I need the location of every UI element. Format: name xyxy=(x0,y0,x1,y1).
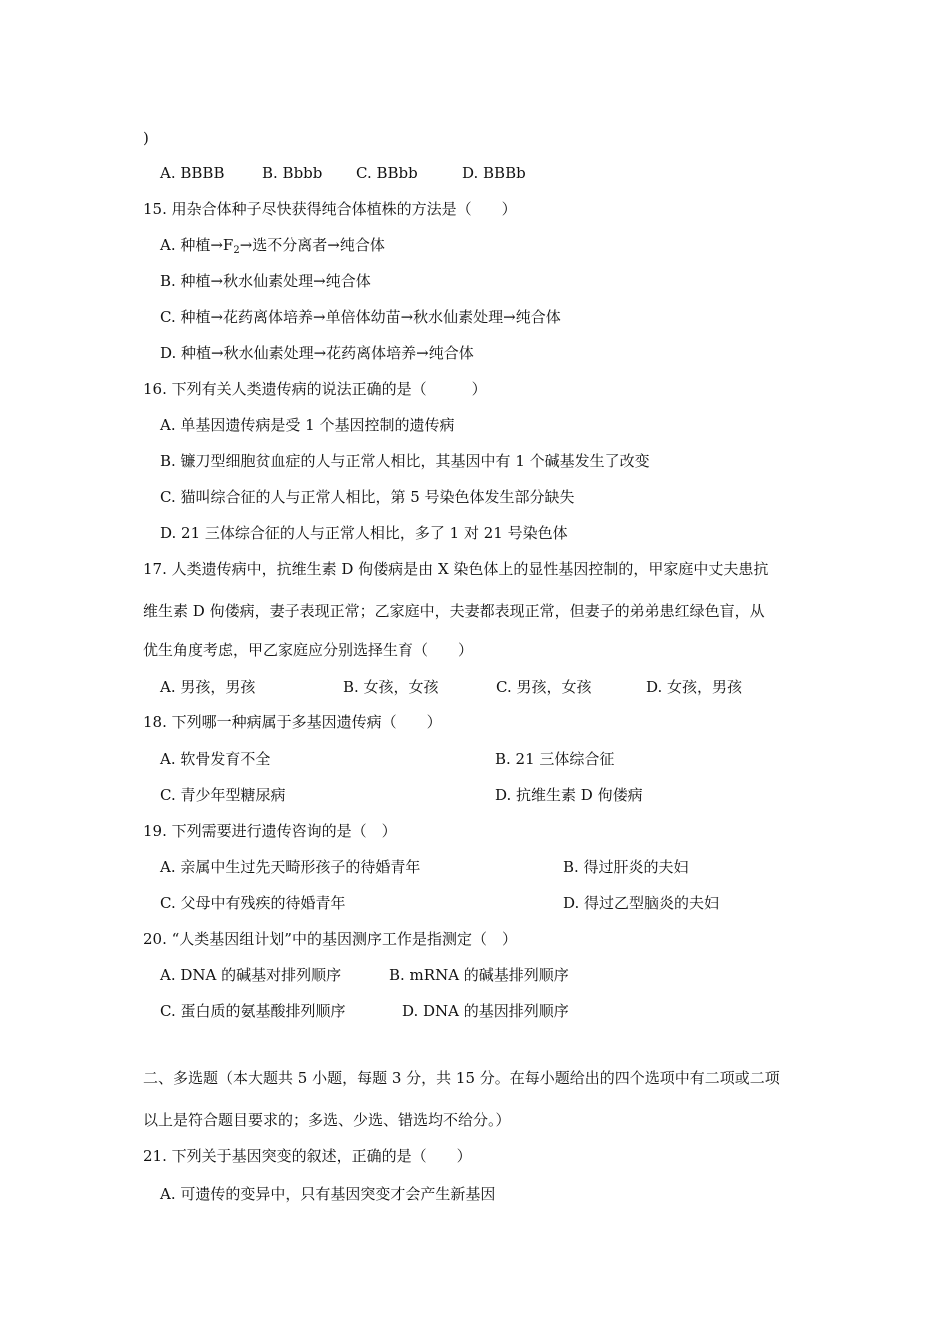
q17-stem-line3: 优生角度考虑，甲乙家庭应分别选择生育（ ） xyxy=(143,641,474,659)
q14-option-c: C. BBbb xyxy=(356,164,418,182)
q15-stem: 15. 用杂合体种子尽快获得纯合体植株的方法是（ ） xyxy=(143,200,517,218)
q18-option-d: D. 抗维生素 D 佝偻病 xyxy=(495,786,643,804)
q15-option-a-subscript: 2 xyxy=(233,245,240,256)
section2-heading-line1: 二、多选题（本大题共 5 小题，每题 3 分，共 15 分。在每小题给出的四个选项中有二项或二项 xyxy=(143,1069,780,1087)
q19-option-d: D. 得过乙型脑炎的夫妇 xyxy=(563,894,720,912)
q20-option-c: C. 蛋白质的氨基酸排列顺序 xyxy=(160,1002,346,1020)
q14-option-b: B. Bbbb xyxy=(262,164,323,182)
q19-option-c: C. 父母中有残疾的待婚青年 xyxy=(160,894,346,912)
q17-option-d: D. 女孩，男孩 xyxy=(646,678,743,696)
q17-stem-line1: 17. 人类遗传病中，抗维生素 D 佝偻病是由 X 染色体上的显性基因控制的，甲家庭中丈夫患抗 xyxy=(143,560,769,578)
q18-option-b: B. 21 三体综合征 xyxy=(495,750,615,768)
q19-option-a: A. 亲属中生过先天畸形孩子的待婚青年 xyxy=(160,858,421,876)
q16-option-d: D. 21 三体综合征的人与正常人相比，多了 1 对 21 号染色体 xyxy=(160,524,568,542)
continuation-paren: ) xyxy=(143,129,149,147)
q15-option-a-pre: A. 种植→F xyxy=(160,236,234,254)
q18-option-a: A. 软骨发育不全 xyxy=(160,750,271,768)
q18-option-c: C. 青少年型糖尿病 xyxy=(160,786,286,804)
q17-stem-line2: 维生素 D 佝偻病，妻子表现正常；乙家庭中，夫妻都表现正常，但妻子的弟弟患红绿色盲，从 xyxy=(143,602,765,620)
q21-stem: 21. 下列关于基因突变的叙述，正确的是（ ） xyxy=(143,1147,472,1165)
q20-option-a: A. DNA 的碱基对排列顺序 xyxy=(160,966,342,984)
q15-option-d: D. 种植→秋水仙素处理→花药离体培养→纯合体 xyxy=(160,344,474,362)
q20-option-b: B. mRNA 的碱基排列顺序 xyxy=(389,966,569,984)
q14-option-d: D. BBBb xyxy=(462,164,526,182)
q17-option-a: A. 男孩，男孩 xyxy=(160,678,256,696)
q16-option-c: C. 猫叫综合征的人与正常人相比，第 5 号染色体发生部分缺失 xyxy=(160,488,575,506)
q19-stem: 19. 下列需要进行遗传咨询的是（ ） xyxy=(143,822,397,840)
q19-option-b: B. 得过肝炎的夫妇 xyxy=(563,858,689,876)
q16-option-b: B. 镰刀型细胞贫血症的人与正常人相比，其基因中有 1 个碱基发生了改变 xyxy=(160,452,650,470)
q20-stem: 20. “人类基因组计划”中的基因测序工作是指测定（ ） xyxy=(143,930,517,948)
q16-stem: 16. 下列有关人类遗传病的说法正确的是（ ） xyxy=(143,380,487,398)
q18-stem: 18. 下列哪一种病属于多基因遗传病（ ） xyxy=(143,713,442,731)
q16-option-a: A. 单基因遗传病是受 1 个基因控制的遗传病 xyxy=(160,416,455,434)
q17-option-c: C. 男孩，女孩 xyxy=(496,678,592,696)
q17-option-b: B. 女孩，女孩 xyxy=(343,678,439,696)
q15-option-a xyxy=(160,235,385,261)
q14-option-a: A. BBBB xyxy=(160,164,225,182)
q15-option-c: C. 种植→花药离体培养→单倍体幼苗→秋水仙素处理→纯合体 xyxy=(160,308,561,326)
section2-heading-line2: 以上是符合题目要求的；多选、少选、错选均不给分。） xyxy=(143,1111,511,1129)
q21-option-a: A. 可遗传的变异中，只有基因突变才会产生新基因 xyxy=(160,1185,496,1203)
q20-option-d: D. DNA 的基因排列顺序 xyxy=(402,1002,569,1020)
q15-option-a-post: →选不分离者→纯合体 xyxy=(239,236,385,254)
q15-option-b: B. 种植→秋水仙素处理→纯合体 xyxy=(160,272,371,290)
